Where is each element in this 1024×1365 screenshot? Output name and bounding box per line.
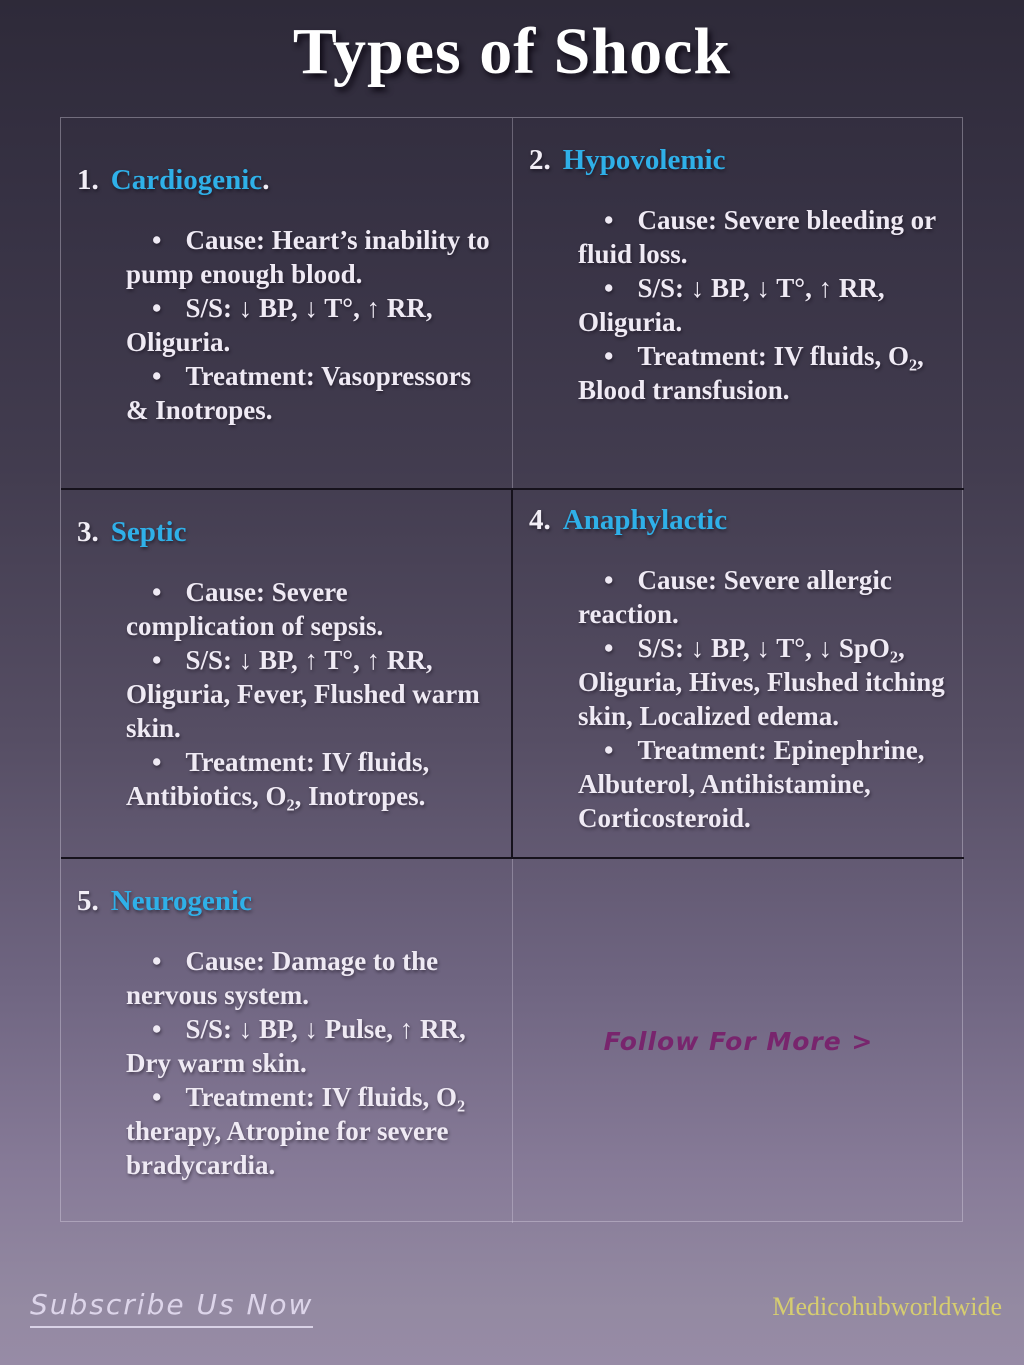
bullet-text: Treatment: Vasopressors & Inotropes. (126, 361, 472, 425)
cell-heading (77, 164, 498, 197)
bullet-icon: • (152, 1082, 162, 1112)
bullet-icon: • (604, 205, 614, 235)
bullet-text: S/S: ↓ BP, ↓ T°, ↓ SpO₂, Oliguria, Hives, Flushed itching skin, Localized edema. (578, 633, 945, 731)
bullet-text: S/S: ↓ BP, ↓ T°, ↑ RR, Oliguria. (578, 273, 885, 337)
bullet-item (578, 631, 950, 733)
bullet-text: Treatment: IV fluids, Antibiotics, O₂, Inotropes. (126, 747, 430, 811)
bullet-icon: • (604, 273, 614, 303)
cell-number: 3. (77, 516, 99, 548)
bullet-item (578, 563, 950, 631)
bullet-item (126, 291, 498, 359)
cell-number: 5. (77, 885, 99, 917)
cell-heading (77, 516, 497, 549)
cell-follow-for-more (513, 859, 964, 1223)
bullet-item (126, 1080, 498, 1182)
bullet-text: S/S: ↓ BP, ↑ T°, ↑ RR, Oliguria, Fever, Flushed warm skin. (126, 645, 480, 743)
page-title: Types of Shock (292, 15, 732, 88)
bullet-icon: • (604, 633, 614, 663)
bullet-item (126, 575, 497, 643)
cell-heading (529, 504, 950, 537)
cell-heading (77, 885, 498, 918)
bullet-item (578, 339, 950, 407)
bullet-icon: • (604, 341, 614, 371)
bullet-text: S/S: ↓ BP, ↓ T°, ↑ RR, Oliguria. (126, 293, 433, 357)
bullet-item (126, 944, 498, 1012)
shock-table (60, 117, 963, 1222)
bullet-icon: • (152, 293, 162, 323)
bullet-text: S/S: ↓ BP, ↓ Pulse, ↑ RR, Dry warm skin. (126, 1014, 466, 1078)
cell-hypovolemic (513, 118, 964, 488)
bullet-text: Cause: Severe complication of sepsis. (126, 577, 384, 641)
cell-title: Septic (110, 516, 187, 548)
cell-number: 1. (77, 164, 99, 196)
cell-title: Cardiogenic (110, 164, 263, 196)
bullet-list (521, 563, 950, 835)
cell-number: 2. (529, 144, 551, 176)
bullet-item (126, 643, 497, 745)
bullet-text: Cause: Damage to the nervous system. (126, 946, 439, 1010)
cell-cardiogenic (61, 118, 513, 488)
bullet-icon: • (152, 645, 162, 675)
bullet-text: Treatment: IV fluids, O₂, Blood transfusion. (578, 341, 924, 405)
bullet-list (69, 944, 498, 1182)
cell-heading (529, 144, 950, 177)
bullet-icon: • (604, 735, 614, 765)
bullet-list (69, 575, 497, 813)
bullet-text: Cause: Severe bleeding or fluid loss. (578, 205, 936, 269)
subscribe-link[interactable]: Subscribe Us Now (30, 1288, 313, 1328)
brand-name: Medicohubworldwide (772, 1292, 1002, 1321)
bullet-icon: • (152, 946, 162, 976)
bullet-item (578, 271, 950, 339)
cell-number: 4. (529, 504, 551, 536)
bullet-item (578, 733, 950, 835)
bullet-icon: • (152, 361, 162, 391)
bullet-list (69, 223, 498, 427)
cell-anaphylactic (513, 488, 964, 859)
bullet-item (126, 745, 497, 813)
bullet-icon: • (152, 747, 162, 777)
cell-title: Hypovolemic (562, 144, 726, 176)
cell-title: Neurogenic (110, 885, 252, 917)
cell-septic (61, 488, 513, 859)
bullet-text: Cause: Severe allergic reaction. (578, 565, 892, 629)
bullet-icon: • (152, 225, 162, 255)
bullet-text: Treatment: Epinephrine, Albuterol, Antihistamine, Corticosteroid. (578, 735, 925, 833)
cell-title-suffix: . (262, 164, 270, 196)
cell-neurogenic (61, 859, 513, 1223)
bullet-list (521, 203, 950, 407)
bullet-item (126, 359, 498, 427)
follow-for-more-link[interactable]: Follow For More > (603, 1026, 874, 1056)
bullet-icon: • (152, 577, 162, 607)
bullet-item (578, 203, 950, 271)
bullet-item (126, 223, 498, 291)
cell-title: Anaphylactic (562, 504, 728, 536)
bullet-icon: • (604, 565, 614, 595)
bullet-icon: • (152, 1014, 162, 1044)
bullet-text: Treatment: IV fluids, O₂ therapy, Atropine for severe bradycardia. (126, 1082, 466, 1180)
bullet-text: Cause: Heart’s inability to pump enough blood. (126, 225, 490, 289)
bullet-item (126, 1012, 498, 1080)
